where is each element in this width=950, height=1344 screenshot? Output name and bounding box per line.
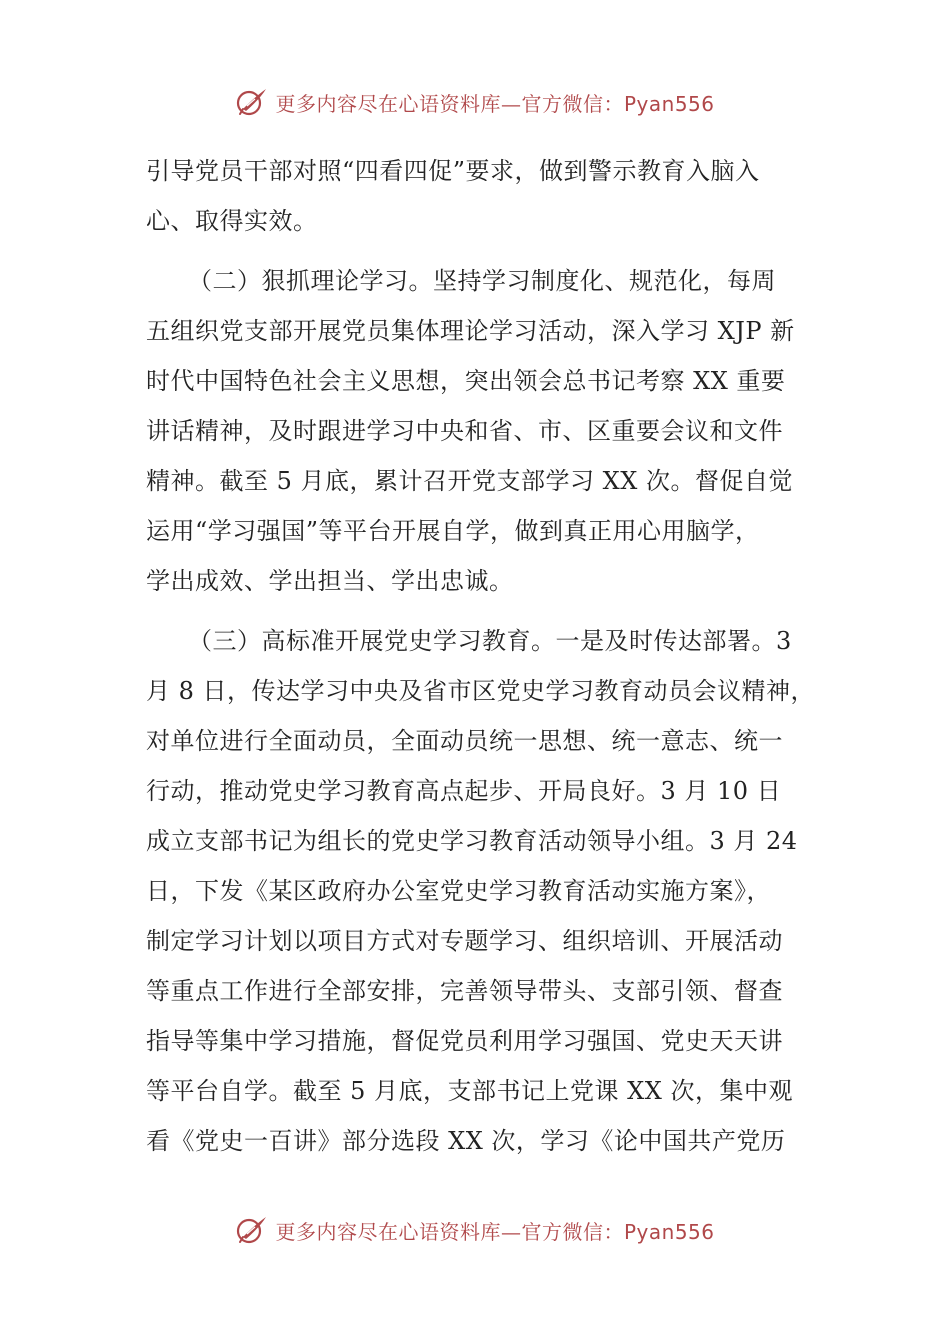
text-line: 讲话精神，及时跟进学习中央和省、市、区重要会议和文件 [146, 417, 783, 445]
text-line: （三）高标准开展党史学习教育。一是及时传达部署。3 [188, 627, 792, 655]
banner-wechat-id: Pyan556 [623, 91, 715, 116]
text-line: 行动，推动党史学习教育高点起步、开局良好。3 月 10 日 [146, 777, 782, 805]
quill-logo-icon [235, 1213, 269, 1247]
banner-text: 更多内容尽在心语资料库—官方微信：Pyan556 [275, 91, 715, 116]
document-body [146, 146, 816, 1166]
text-line: 五组织党支部开展党员集体理论学习活动，深入学习 XJP 新 [146, 317, 795, 345]
text-line: 日，下发《某区政府办公室党史学习教育活动实施方案》， [146, 877, 771, 905]
text-line: 心、取得实效。 [146, 207, 318, 235]
banner-text: 更多内容尽在心语资料库—官方微信：Pyan556 [275, 1219, 715, 1244]
text-line: 精神。截至 5 月底，累计召开党支部学习 XX 次。督促自觉 [146, 467, 793, 495]
text-line: 成立支部书记为组长的党史学习教育活动领导小组。3 月 24 [146, 827, 798, 855]
text-line: 制定学习计划以项目方式对专题学习、组织培训、开展活动 [146, 927, 783, 955]
text-line: 等重点工作进行全部安排，完善领导带头、支部引领、督查 [146, 977, 783, 1005]
banner-wechat-id: Pyan556 [623, 1219, 715, 1244]
text-line: 引导党员干部对照“四看四促”要求，做到警示教育入脑入 [146, 157, 760, 185]
text-line: （二）狠抓理论学习。坚持学习制度化、规范化，每周 [188, 267, 776, 295]
text-line: 对单位进行全面动员，全面动员统一思想、统一意志、统一 [146, 727, 783, 755]
paragraph [146, 256, 810, 606]
text-line: 月 8 日，传达学习中央及省市区党史学习教育动员会议精神， [146, 677, 816, 705]
footer-banner [0, 1210, 950, 1250]
text-line: 运用“学习强国”等平台开展自学，做到真正用心用脑学， [146, 517, 760, 545]
text-line: 等平台自学。截至 5 月底，支部书记上党课 XX 次，集中观 [146, 1077, 793, 1105]
paragraph [146, 616, 816, 1166]
text-line: 时代中国特色社会主义思想，突出领会总书记考察 XX 重要 [146, 367, 786, 395]
text-line: 看《党史一百讲》部分选段 XX 次，学习《论中国共产党历 [146, 1127, 786, 1155]
header-banner [0, 82, 950, 122]
text-line: 学出成效、学出担当、学出忠诚。 [146, 567, 514, 595]
quill-logo-icon [235, 85, 269, 119]
paragraph [146, 146, 810, 246]
text-line: 指导等集中学习措施，督促党员利用学习强国、党史天天讲 [146, 1027, 783, 1055]
